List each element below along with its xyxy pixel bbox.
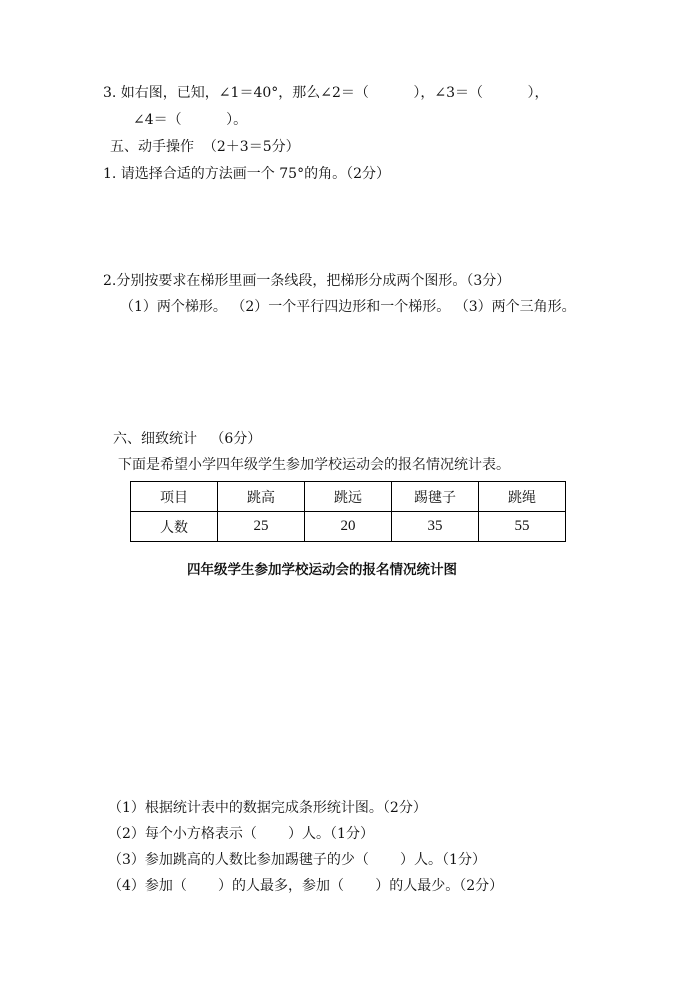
question-3-line-2: ∠4＝（ ）。 [133, 112, 248, 128]
table-cell: 35 [392, 512, 479, 542]
table-row [131, 512, 566, 542]
table-row-label: 人数 [131, 512, 218, 542]
section-5-question-2: 2.分别按要求在梯形里画一条线段，把梯形分成两个图形。（3分） [103, 273, 511, 289]
section-5-question-2-options: （1）两个梯形。 （2）一个平行四边形和一个梯形。 （3）两个三角形。 [120, 299, 576, 315]
table-cell: 20 [305, 512, 392, 542]
section-5-question-1: 1. 请选择合适的方法画一个 75°的角。（2分） [103, 166, 390, 182]
chart-drawing-area [100, 590, 600, 790]
table-header-cell: 跳高 [218, 482, 305, 512]
table-cell: 25 [218, 512, 305, 542]
table-header-cell: 跳远 [305, 482, 392, 512]
table-cell: 55 [479, 512, 566, 542]
section-6-question-2: （2）每个小方格表示（ ）人。（1分） [108, 826, 374, 842]
section-5-heading: 五、动手操作 （2＋3＝5分） [110, 139, 300, 155]
table-header-cell: 项目 [131, 482, 218, 512]
table-header-cell: 跳绳 [479, 482, 566, 512]
table-header-cell: 踢毽子 [392, 482, 479, 512]
section-6-question-4: （4）参加（ ）的人最多，参加（ ）的人最少。（2分） [108, 878, 504, 894]
section-6-heading: 六、细致统计 （6分） [113, 431, 262, 447]
chart-title: 四年级学生参加学校运动会的报名情况统计图 [187, 562, 457, 578]
stats-table [130, 481, 566, 542]
question-3-line-1: 3. 如右图，已知，∠1＝40°，那么∠2＝（ ），∠3＝（ ）， [103, 85, 549, 101]
section-6-intro: 下面是希望小学四年级学生参加学校运动会的报名情况统计表。 [118, 457, 510, 473]
section-6-question-1: （1）根据统计表中的数据完成条形统计图。（2分） [108, 800, 427, 816]
section-6-question-3: （3）参加跳高的人数比参加踢毽子的少（ ）人。（1分） [108, 852, 486, 868]
table-header-row [131, 482, 566, 512]
